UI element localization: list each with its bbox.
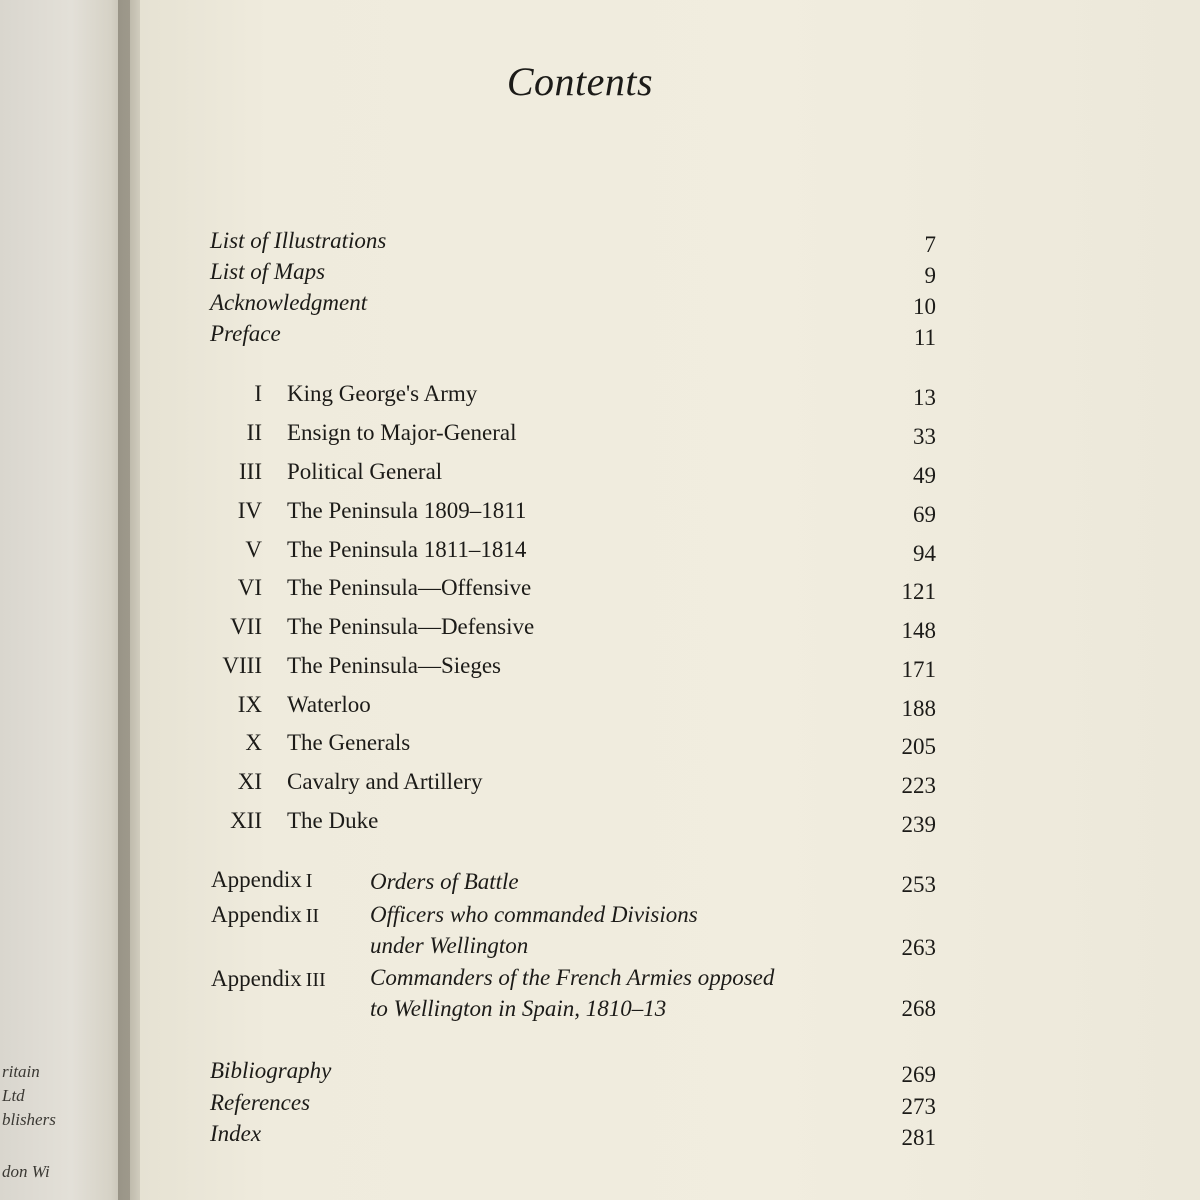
appendix-title bbox=[370, 866, 519, 897]
chapter-numeral: III bbox=[239, 459, 262, 484]
chapter-title: Ensign to Major-General bbox=[287, 420, 517, 445]
chapter-numeral: I bbox=[254, 381, 262, 406]
chapter-page: 223 bbox=[901, 773, 936, 798]
chapter-numeral: IX bbox=[237, 692, 262, 717]
left-page-text bbox=[2, 1160, 50, 1184]
front-matter-title: Preface bbox=[210, 321, 281, 346]
chapter-page: 49 bbox=[913, 463, 936, 488]
front-matter-title: List of Maps bbox=[210, 259, 326, 284]
chapter-page: 121 bbox=[901, 579, 936, 604]
chapter-numeral: II bbox=[246, 420, 262, 445]
appendix-page: 263 bbox=[901, 935, 936, 960]
left-page-text-line: Ltd bbox=[2, 1086, 25, 1105]
chapter-title: Political General bbox=[287, 459, 443, 484]
chapter-title: Waterloo bbox=[287, 692, 371, 717]
appendix-title bbox=[370, 899, 698, 961]
chapter-page: 148 bbox=[901, 618, 936, 643]
appendix-label bbox=[211, 867, 312, 893]
appendix-title-line: under Wellington bbox=[370, 933, 529, 958]
chapter-numeral: XI bbox=[237, 769, 262, 794]
chapter-title: The Duke bbox=[287, 808, 379, 833]
chapter-title: The Peninsula—Offensive bbox=[287, 575, 532, 600]
chapter-numeral: VII bbox=[230, 614, 262, 639]
appendix-numeral: I bbox=[305, 870, 313, 892]
appendix-page: 253 bbox=[901, 872, 936, 897]
chapter-numeral: V bbox=[245, 537, 262, 562]
page-title: Contents bbox=[506, 59, 654, 104]
appendix-word: Appendix bbox=[211, 867, 302, 892]
front-matter-title: Acknowledgment bbox=[210, 290, 368, 315]
back-matter-title: Bibliography bbox=[210, 1058, 332, 1083]
appendix-numeral: III bbox=[305, 969, 326, 991]
front-matter-page: 7 bbox=[924, 232, 936, 257]
chapter-title: The Peninsula—Sieges bbox=[287, 653, 501, 678]
chapter-page: 205 bbox=[901, 734, 936, 759]
back-matter-title: References bbox=[210, 1090, 311, 1115]
left-page-text-line: blishers bbox=[2, 1110, 56, 1129]
chapter-title: Cavalry and Artillery bbox=[287, 769, 483, 794]
chapter-title: The Peninsula 1811–1814 bbox=[287, 537, 527, 562]
front-matter-page: 11 bbox=[913, 325, 936, 350]
back-matter-page: 281 bbox=[901, 1125, 936, 1150]
chapter-page: 188 bbox=[901, 696, 936, 721]
chapter-numeral: X bbox=[245, 730, 262, 755]
chapter-page: 94 bbox=[913, 541, 936, 566]
appendix-word: Appendix bbox=[211, 966, 302, 991]
chapter-page: 171 bbox=[901, 657, 936, 682]
back-matter-page: 273 bbox=[901, 1094, 936, 1119]
appendix-page: 268 bbox=[901, 996, 936, 1021]
appendix-title bbox=[370, 962, 774, 1024]
chapter-page: 239 bbox=[901, 812, 936, 837]
back-matter-page: 269 bbox=[901, 1062, 936, 1087]
left-page-edge bbox=[0, 0, 130, 1200]
front-matter-page: 10 bbox=[913, 294, 936, 319]
appendix-title-line: Commanders of the French Armies opposed bbox=[370, 965, 775, 990]
chapter-page: 33 bbox=[913, 424, 936, 449]
appendix-title-line: Officers who commanded Divisions bbox=[370, 902, 698, 927]
chapter-numeral: VIII bbox=[222, 653, 262, 678]
chapter-page: 69 bbox=[913, 502, 936, 527]
appendix-numeral: II bbox=[305, 905, 320, 927]
appendix-title-line: to Wellington in Spain, 1810–13 bbox=[370, 996, 667, 1021]
appendix-label bbox=[211, 902, 319, 928]
chapter-title: The Peninsula 1809–1811 bbox=[287, 498, 527, 523]
chapter-title: King George's Army bbox=[287, 381, 478, 406]
chapter-title: The Peninsula—Defensive bbox=[287, 614, 535, 639]
left-page-text-line: ritain bbox=[2, 1062, 40, 1081]
front-matter-page: 9 bbox=[924, 263, 936, 288]
chapter-page: 13 bbox=[913, 385, 936, 410]
left-page-text bbox=[2, 1060, 56, 1132]
appendix-word: Appendix bbox=[211, 902, 302, 927]
left-page-text-line: don Wi bbox=[2, 1162, 50, 1181]
chapter-numeral: IV bbox=[237, 498, 262, 523]
chapter-numeral: XII bbox=[230, 808, 262, 833]
chapter-numeral: VI bbox=[237, 575, 262, 600]
back-matter-title: Index bbox=[210, 1121, 262, 1146]
front-matter-title: List of Illustrations bbox=[210, 228, 387, 253]
chapter-title: The Generals bbox=[287, 730, 411, 755]
appendix-title-line: Orders of Battle bbox=[370, 869, 519, 894]
appendix-label bbox=[211, 966, 326, 992]
